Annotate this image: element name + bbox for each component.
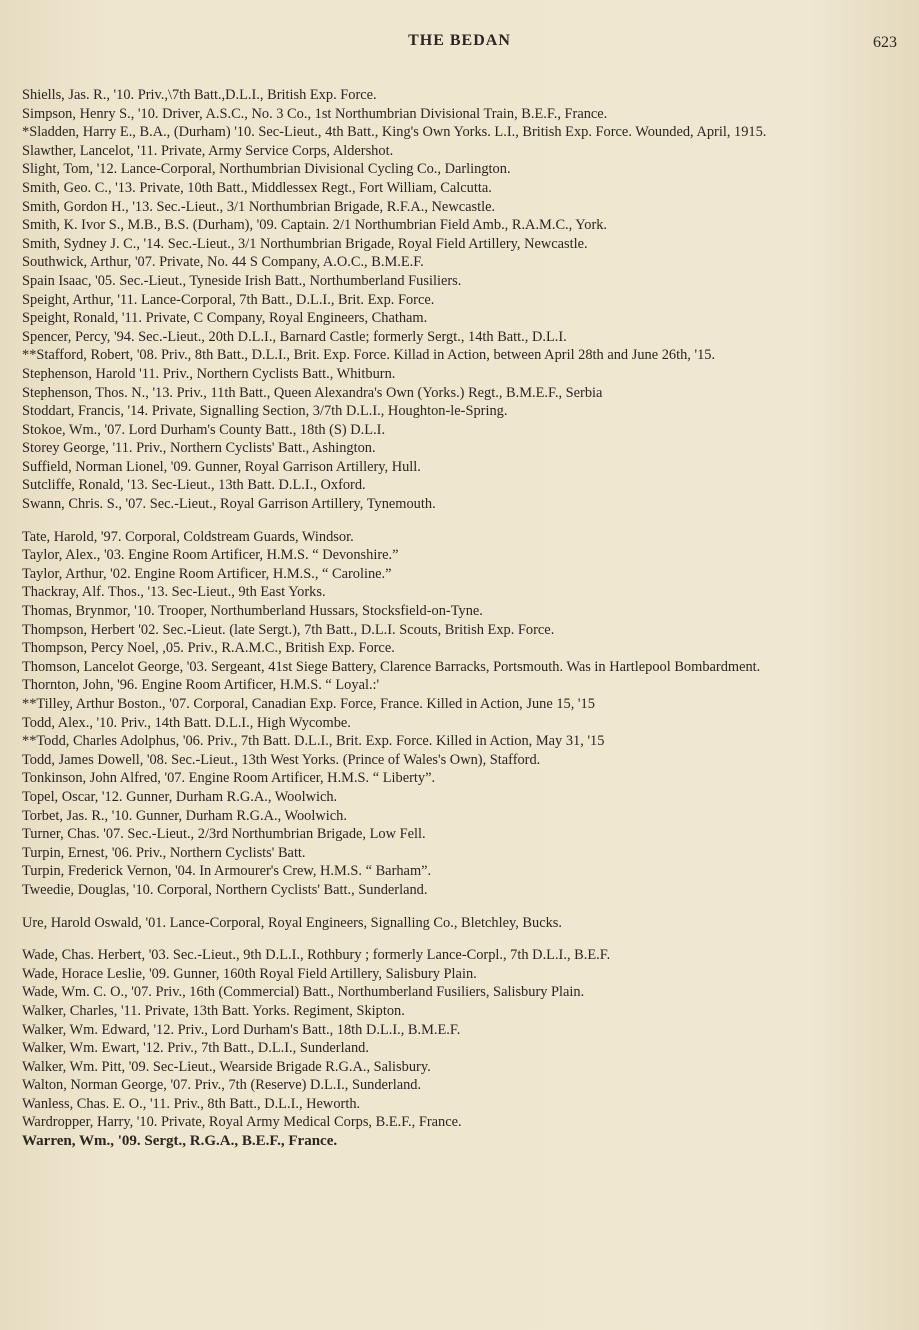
roll-entry: Spencer, Percy, '94. Sec.-Lieut., 20th D.L.I., Barnard Castle; formerly Sergt., 14th Batt., D.L.I. — [22, 328, 567, 345]
letter-group — [22, 86, 902, 514]
roll-entry: Warren, Wm., '09. Sergt., R.G.A., B.E.F., France. — [22, 1133, 338, 1150]
roll-entry: Storey George, '11. Priv., Northern Cyclists' Batt., Ashington. — [22, 440, 376, 457]
roll-entry: Southwick, Arthur, '07. Private, No. 44 S Company, A.O.C., B.M.E.F. — [22, 254, 424, 271]
running-title: THE BEDAN — [408, 32, 511, 49]
roll-entry: Turpin, Frederick Vernon, '04. In Armourer's Crew, H.M.S. “ Barham”. — [22, 863, 432, 880]
roll-entry: Smith, Gordon H., '13. Sec.-Lieut., 3/1 Northumbrian Brigade, R.F.A., Newcastle. — [22, 198, 496, 215]
roll-entry: Speight, Arthur, '11. Lance-Corporal, 7th Batt., D.L.I., Brit. Exp. Force. — [22, 291, 435, 308]
roll-entry: Walker, Wm. Ewart, '12. Priv., 7th Batt., D.L.I., Sunderland. — [22, 1040, 369, 1057]
roll-entry: Taylor, Arthur, '02. Engine Room Artificer, H.M.S., “ Caroline.” — [22, 565, 392, 582]
roll-entry: **Todd, Charles Adolphus, '06. Priv., 7th Batt. D.L.I., Brit. Exp. Force. Killed in Action, May 31, '15 — [22, 733, 605, 750]
roll-entry: Smith, K. Ivor S., M.B., B.S. (Durham), '09. Captain. 2/1 Northumbrian Field Amb., R.A.M.C., York. — [22, 217, 608, 234]
roll-entry: Slawther, Lancelot, '11. Private, Army Service Corps, Aldershot. — [22, 142, 394, 159]
roll-entry: Tweedie, Douglas, '10. Corporal, Northern Cyclists' Batt., Sunderland. — [22, 881, 428, 898]
roll-entry: *Sladden, Harry E., B.A., (Durham) '10. Sec-Lieut., 4th Batt., King's Own Yorks. L.I., British Exp. Force. Wounded, April, 1915. — [22, 124, 767, 141]
roll-entry: Topel, Oscar, '12. Gunner, Durham R.G.A., Woolwich. — [22, 788, 338, 805]
roll-entry: Taylor, Alex., '03. Engine Room Artificer, H.M.S. “ Devonshire.” — [22, 547, 399, 564]
roll-entry: Tate, Harold, '97. Corporal, Coldstream Guards, Windsor. — [22, 528, 354, 545]
roll-entry: Simpson, Henry S., '10. Driver, A.S.C., No. 3 Co., 1st Northumbrian Divisional Train, B.E.F., France. — [22, 105, 608, 122]
roll-entry: Wardropper, Harry, '10. Private, Royal Army Medical Corps, B.E.F., France. — [22, 1114, 462, 1131]
roll-entry: Thornton, John, '96. Engine Room Artificer, H.M.S. “ Loyal.:' — [22, 677, 380, 694]
roll-entry: Walker, Wm. Pitt, '09. Sec-Lieut., Wearside Brigade R.G.A., Salisbury. — [22, 1058, 431, 1075]
roll-entry: Slight, Tom, '12. Lance-Corporal, Northumbrian Divisional Cycling Co., Darlington. — [22, 161, 511, 178]
roll-entry: Wanless, Chas. E. O., '11. Priv., 8th Batt., D.L.I., Heworth. — [22, 1095, 361, 1112]
roll-entry: Tonkinson, John Alfred, '07. Engine Room Artificer, H.M.S. “ Liberty”. — [22, 770, 436, 787]
page-header — [0, 32, 919, 58]
roll-of-service-list — [22, 86, 902, 1151]
roll-entry: Ure, Harold Oswald, '01. Lance-Corporal, Royal Engineers, Signalling Co., Bletchley, Bucks. — [22, 914, 562, 931]
roll-entry: Sutcliffe, Ronald, '13. Sec-Lieut., 13th Batt. D.L.I., Oxford. — [22, 477, 366, 494]
roll-entry: Thomson, Lancelot George, '03. Sergeant, 41st Siege Battery, Clarence Barracks, Portsmouth. Was in Hartlepool Bombardment. — [22, 658, 761, 675]
roll-entry: Thomas, Brynmor, '10. Trooper, Northumberland Hussars, Stocksfield-on-Tyne. — [22, 603, 483, 620]
roll-entry: Thompson, Herbert '02. Sec.-Lieut. (late Sergt.), 7th Batt., D.L.I. Scouts, British Exp. Force. — [22, 621, 555, 638]
roll-entry: Stephenson, Harold '11. Priv., Northern Cyclists Batt., Whitburn. — [22, 365, 396, 382]
letter-group — [22, 914, 902, 933]
roll-entry: Suffield, Norman Lionel, '09. Gunner, Royal Garrison Artillery, Hull. — [22, 458, 421, 475]
letter-group — [22, 946, 902, 1151]
roll-entry: Smith, Sydney J. C., '14. Sec.-Lieut., 3/1 Northumbrian Brigade, Royal Field Artillery, Newcastle. — [22, 235, 588, 252]
roll-entry: Walton, Norman George, '07. Priv., 7th (Reserve) D.L.I., Sunderland. — [22, 1077, 422, 1094]
roll-entry: Turner, Chas. '07. Sec.-Lieut., 2/3rd Northumbrian Brigade, Low Fell. — [22, 826, 426, 843]
roll-entry: Shiells, Jas. R., '10. Priv.,\7th Batt.,D.L.I., British Exp. Force. — [22, 87, 377, 103]
roll-entry: **Tilley, Arthur Boston., '07. Corporal, Canadian Exp. Force, France. Killed in Action, June 15, '15 — [22, 696, 595, 712]
roll-entry: Walker, Charles, '11. Private, 13th Batt. Yorks. Regiment, Skipton. — [22, 1002, 405, 1019]
roll-entry: Stephenson, Thos. N., '13. Priv., 11th Batt., Queen Alexandra's Own (Yorks.) Regt., B.M.E.F., Serbia — [22, 384, 603, 401]
roll-entry: Stokoe, Wm., '07. Lord Durham's County Batt., 18th (S) D.L.I. — [22, 421, 386, 438]
roll-entry: Wade, Wm. C. O., '07. Priv., 16th (Commercial) Batt., Northumberland Fusiliers, Salisbury Plain. — [22, 984, 585, 1001]
roll-entry: Thackray, Alf. Thos., '13. Sec-Lieut., 9th East Yorks. — [22, 584, 326, 601]
roll-entry: Stoddart, Francis, '14. Private, Signalling Section, 3/7th D.L.I., Houghton-le-Spring. — [22, 403, 508, 420]
roll-entry: Speight, Ronald, '11. Private, C Company, Royal Engineers, Chatham. — [22, 310, 428, 327]
roll-entry: Wade, Horace Leslie, '09. Gunner, 160th Royal Field Artillery, Salisbury Plain. — [22, 965, 477, 982]
roll-entry: Swann, Chris. S., '07. Sec.-Lieut., Royal Garrison Artillery, Tynemouth. — [22, 496, 436, 513]
roll-entry: Todd, James Dowell, '08. Sec.-Lieut., 13th West Yorks. (Prince of Wales's Own), Stafford. — [22, 751, 541, 768]
roll-entry: **Stafford, Robert, '08. Priv., 8th Batt., D.L.I., Brit. Exp. Force. Killad in Action, between April 28th and June 26th, '15. — [22, 347, 716, 364]
roll-entry: Walker, Wm. Edward, '12. Priv., Lord Durham's Batt., 18th D.L.I., B.M.E.F. — [22, 1021, 461, 1038]
roll-entry: Spain Isaac, '05. Sec.-Lieut., Tyneside Irish Batt., Northumberland Fusiliers. — [22, 272, 462, 289]
roll-entry: Torbet, Jas. R., '10. Gunner, Durham R.G.A., Woolwich. — [22, 807, 347, 824]
roll-entry: Smith, Geo. C., '13. Private, 10th Batt., Middlessex Regt., Fort William, Calcutta. — [22, 179, 492, 196]
letter-group — [22, 528, 902, 900]
roll-entry: Todd, Alex., '10. Priv., 14th Batt. D.L.I., High Wycombe. — [22, 714, 351, 731]
page-number: 623 — [873, 34, 897, 51]
roll-entry: Wade, Chas. Herbert, '03. Sec.-Lieut., 9th D.L.I., Rothbury ; formerly Lance-Corpl., 7th D.L.I., B.E.F. — [22, 947, 611, 964]
roll-entry: Turpin, Ernest, '06. Priv., Northern Cyclists' Batt. — [22, 844, 306, 861]
roll-entry: Thompson, Percy Noel, ,05. Priv., R.A.M.C., British Exp. Force. — [22, 640, 395, 657]
